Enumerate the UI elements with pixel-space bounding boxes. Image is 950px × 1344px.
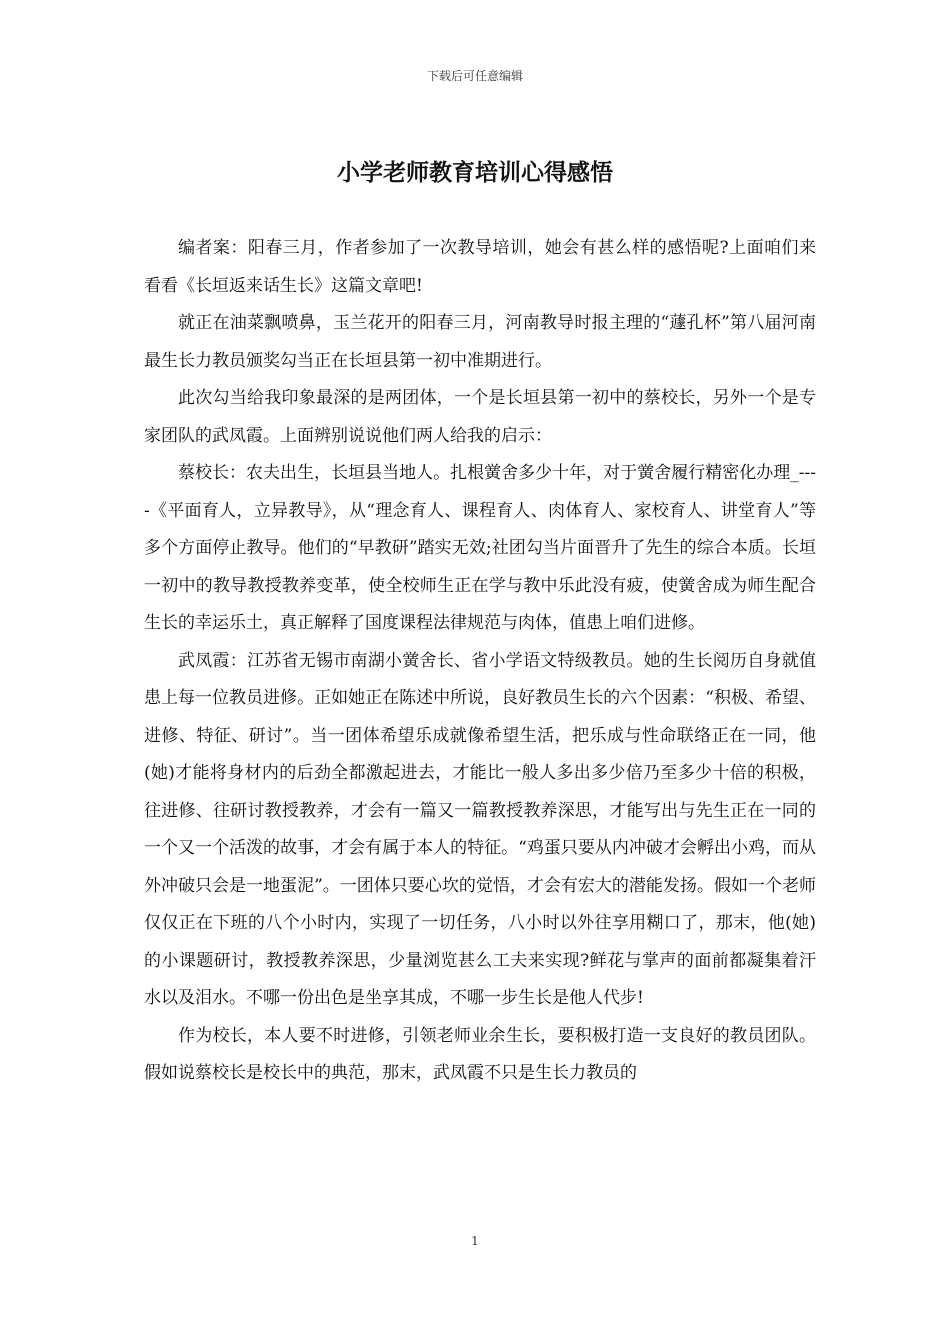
paragraph-two-people: 此次勾当给我印象最深的是两团体，一个是长垣县第一初中的蔡校长，另外一个是专家团队的武凤霞。上面辨别说说他们两人给我的启示： bbox=[144, 388, 816, 446]
paragraph-event-intro: 就正在油菜飘喷鼻，玉兰花开的阳春三月，河南教导时报主理的“蘧孔杯”第八届河南最生长力教员颁奖勾当正在长垣县第一初中准期进行。 bbox=[144, 313, 816, 371]
paragraph-principal-cai: 蔡校长：农夫出生，长垣县当地人。扎根黉舍多少十年，对于黉舍履行精密化办理_----《平面育人，立异教导》，从“理念育人、课程育人、肉体育人、家校育人、讲堂育人”等多个方面停止教导。他们的“早教研”踏实无效;社团勾当片面晋升了先生的综合本质。长垣一初中的教导教授教养变革，使全校师生正在学与教中乐此没有疲，使黉舍成为师生配合生长的幸运乐土，真正解释了国度课程法律规范与肉体，值患上咱们进修。 bbox=[144, 463, 816, 633]
paragraph-editor-note: 编者案：阳春三月，作者参加了一次教导培训，她会有甚么样的感悟呢?上面咱们来看看《长垣返来话生长》这篇文章吧! bbox=[144, 238, 816, 296]
paragraph-as-principal: 作为校长，本人要不时进修，引领老师业余生长，要积极打造一支良好的教员团队。假如说蔡校长是校长中的典范，那末，武凤霞不只是生长力教员的 bbox=[144, 1025, 816, 1083]
page-number: 1 bbox=[471, 1234, 479, 1248]
document-title: 小学老师教育培训心得感悟 bbox=[337, 159, 613, 186]
page-header: 下载后可任意编辑 bbox=[426, 69, 523, 83]
document-body bbox=[144, 230, 816, 1093]
paragraph-wu-fengxia: 武凤霞：江苏省无锡市南湖小黉舍长、省小学语文特级教员。她的生长阅历自身就值患上每一位教员进修。正如她正在陈述中所说，良好教员生长的六个因素：“积极、希望、进修、特征、研讨”。当一团体希望乐成就像希望生活，把乐成与性命联络正在一同，他(她)才能将身材内的后劲全都激起进去，才能比一般人多出多少倍乃至多少十倍的积极，往进修、往研讨教授教养，才会有一篇又一篇教授教养深思，才能写出与先生正在一同的一个又一个活泼的故事，才会有属于本人的特征。“鸡蛋只要从内冲破才会孵出小鸡，而从外冲破只会是一地蛋泥”。一团体只要心坎的觉悟，才会有宏大的潜能发扬。假如一个老师仅仅正在下班的八个小时内，实现了一切任务，八小时以外往享用糊口了，那末，他(她)的小课题研讨，教授教养深思，少量浏览甚么工夫来实现?鲜花与掌声的面前都凝集着汗水以及泪水。不哪一份出色是坐享其成，不哪一步生长是他人代步! bbox=[144, 650, 816, 1008]
